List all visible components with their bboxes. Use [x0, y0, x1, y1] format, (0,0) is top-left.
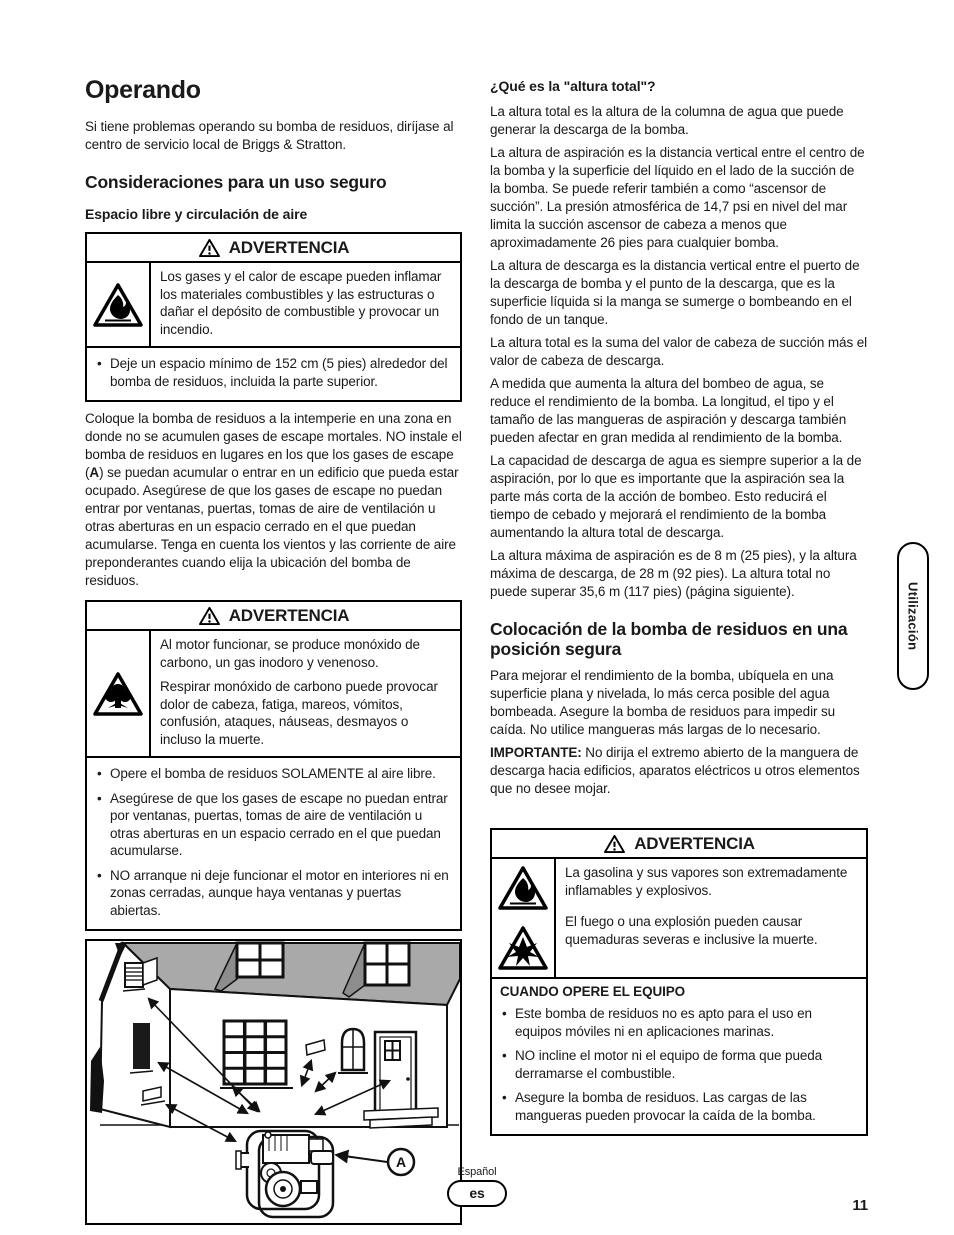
warning-header: [87, 234, 460, 263]
alert-triangle-icon: [603, 834, 626, 854]
section-heading-placement: Colocación de la bomba de residuos en una posición segura: [490, 619, 848, 660]
important-text: No dirija el extremo abierto de la manguera de descarga hacia edificios, aparatos eléctricos u otros elementos que no desee mojar.: [490, 745, 860, 797]
warning-bullet: • Opere el bomba de residuos SOLAMENTE al aire libre.: [95, 765, 452, 783]
warning-bullet: • Deje un espacio mínimo de 152 cm (5 pies) alrededor del bomba de residuos, incluida la parte superior.: [95, 355, 452, 390]
warning-header-label: ADVERTENCIA: [228, 606, 350, 626]
warning-statement: La gasolina y sus vapores son extremadamente inflamables y explosivos.: [565, 865, 848, 898]
side-tab-label: Utilización: [905, 581, 921, 651]
paragraph-segment: Coloque la bomba de residuos a la intemperie en una zona en donde no se acumulen gases de escape mortales. NO instale el bomba de residuos en lugares en los que los gases de escape (: [85, 411, 462, 481]
warning-header-label: ADVERTENCIA: [634, 834, 755, 854]
outdoor-placement-paragraph: [85, 410, 462, 590]
alert-triangle-icon: [198, 238, 221, 258]
section-side-tab: [897, 542, 929, 690]
sub-heading-clearance: Espacio libre y circulación de aire: [85, 206, 308, 223]
warning-box-exhaust: [85, 232, 462, 402]
warning-icon-cell: [87, 263, 151, 346]
warning-bullet: • Asegure la bomba de residuos. Las cargas de las mangueras pueden provocar la caída de la bomba.: [500, 1089, 858, 1124]
warning-statement: Los gases y el calor de escape pueden inflamar los materiales combustibles y las estructuras o dañar el depósito de combustible y provocar un incendio.: [160, 269, 442, 337]
warning-box-fuel: [490, 828, 868, 1136]
warning-bullet: • Asegúrese de que los gases de escape no puedan entrar por ventanas, puertas, tomas de aire de ventilación u otras aberturas en un espacio cerrado en el que puedan acumularse.: [95, 790, 452, 860]
warning-body: [87, 631, 460, 756]
warning-bullet: • NO incline el motor ni el equipo de forma que pueda derramarse el combustible.: [500, 1047, 858, 1082]
warning-body: [87, 263, 460, 346]
warning-text-cell: [151, 631, 460, 756]
warning-text-cell: [151, 263, 460, 346]
section-heading-safe-use: Consideraciones para un uso seguro: [85, 172, 387, 192]
fire-hazard-icon: [497, 865, 549, 911]
warning-bullet: • NO arranque ni deje funcionar el motor en interiores ni en zonas cerradas, aunque haya ventanas y puertas abiertas.: [95, 867, 452, 920]
toxic-fumes-icon: [92, 671, 144, 717]
left-column: [85, 76, 462, 1225]
paragraph-segment: ) se puedan acumular o entrar en un edificio que pueda estar ocupado. Asegúrese de que los gases de escape no puedan entrar por ventanas, puertas, tomas de aire de ventilación u otras aberturas en un espacio cerrado en el que puedan acumularse. Tenga en cuenta los vientos y las corriente de aire preponderantes cuando elija la ubicación del bomba de residuos.: [85, 465, 459, 589]
warning-text-cell: [556, 859, 866, 977]
warning-box-carbon-monoxide: [85, 600, 462, 931]
important-paragraph: [490, 744, 868, 798]
page-number: 11: [852, 1197, 868, 1214]
paragraph: La capacidad de descarga de agua es siempre superior a la de aspiración, por lo que es importante que la aspiración sea la parte más corta de la acción de bombeo. Esto reducirá el tiempo de cebado y mejorará el rendimiento de la bomba aumentando la altura total de descarga.: [490, 453, 862, 540]
fire-hazard-icon: [92, 282, 144, 328]
warning-header: [492, 830, 866, 859]
paragraph: La altura de aspiración es la distancia vertical entre el centro de la bomba y la superficie del líquido en el lado de la succión de la bomba. Se puede referir también a como “ascensor de succión”. La presión atmosférica de 14,7 psi en nivel del mar limita la succión ascensor de cabeza a menos que aproximadamente 26 pies para cualquier bomba.: [490, 145, 865, 250]
right-column: [490, 76, 868, 1225]
intro-paragraph: Si tiene problemas operando su bomba de residuos, diríjase al centro de servicio local de Briggs & Stratton.: [85, 119, 454, 152]
alert-triangle-icon: [198, 606, 221, 626]
page-title: Operando: [85, 76, 201, 104]
warning-icon-cell: [87, 631, 151, 756]
footer-language: [0, 1166, 954, 1207]
warning-bullets: [492, 1000, 866, 1134]
callout-reference-a: A: [89, 465, 100, 481]
warning-bullet: • Este bomba de residuos no es apto para el uso en equipos móviles ni en aplicaciones marinas.: [500, 1005, 858, 1040]
paragraph: La altura total es la altura de la columna de agua que puede generar la descarga de la bomba.: [490, 104, 844, 137]
sub-heading-total-head: ¿Qué es la "altura total"?: [490, 78, 656, 94]
paragraph: La altura total es la suma del valor de cabeza de succión más el valor de cabeza de descarga.: [490, 335, 868, 368]
explosion-hazard-icon: [497, 925, 549, 971]
warning-icon-cell: [492, 859, 556, 977]
warning-statement: Respirar monóxido de carbono puede provocar dolor de cabeza, fatiga, mareos, vómitos, confusión, ataques, náuseas, desmayos o incluso la muerte.: [160, 679, 438, 747]
warning-bullets: [87, 756, 460, 929]
paragraph: La altura máxima de aspiración es de 8 m (25 pies), y la altura máxima de descarga, de 28 m (92 pies). La altura total no puede superar 35,6 m (117 pies) (página siguiente).: [490, 548, 857, 599]
placement-paragraph: Para mejorar el rendimiento de la bomba, ubíquela en una superficie plana y nivelada, lo más cerca posible del agua bombeada. Asegure la bomba de residuos para impedir su caída. No utilice mangueras más largas de lo necesario.: [490, 668, 836, 738]
warning-subheader: CUANDO OPERE EL EQUIPO: [492, 977, 866, 1000]
figure-label-a: A: [395, 1154, 407, 1171]
warning-header: [87, 602, 460, 631]
warning-body: [492, 859, 866, 977]
warning-bullets: [87, 346, 460, 400]
important-label: IMPORTANTE:: [490, 745, 582, 761]
language-pill: es: [447, 1180, 506, 1207]
warning-header-label: ADVERTENCIA: [228, 238, 350, 258]
warning-statement: El fuego o una explosión pueden causar quemaduras severas e inclusive la muerte.: [565, 914, 818, 947]
language-label: Español: [457, 1166, 497, 1178]
warning-statement: Al motor funcionar, se produce monóxido de carbono, un gas inodoro y venenoso.: [160, 637, 420, 670]
paragraph: A medida que aumenta la altura del bombeo de agua, se reduce el rendimiento de la bomba. La longitud, el tipo y el tamaño de las mangueras de aspiración y descarga también pueden afectar en gran medida al rendimiento de la bomba.: [490, 376, 847, 445]
paragraph: La altura de descarga es la distancia vertical entre el puerto de la descarga de bomba y el punto de la descarga, que es la superficie líquida si la manga se sumerge o bombeando en el fondo de un tanque.: [490, 258, 860, 327]
